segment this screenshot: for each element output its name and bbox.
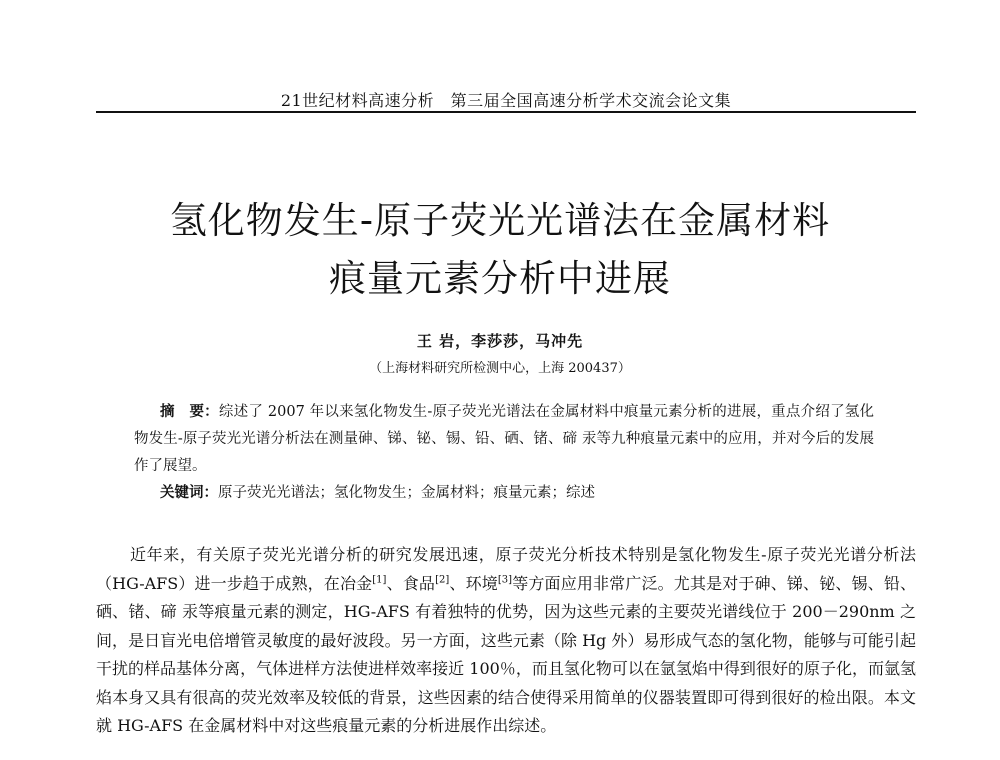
header-rule (96, 111, 916, 113)
keywords (160, 479, 874, 507)
running-header: 21世纪材料高速分析 第三届全国高速分析学术交流会论文集 (280, 91, 732, 110)
citation-1: [1] (372, 574, 387, 586)
affiliation: （上海材料研究所检测中心，上海 200437） (369, 361, 631, 376)
title-line-2: 痕量元素分析中进展 (329, 257, 671, 300)
abstract-label: 摘 要： (160, 403, 219, 420)
abstract (134, 398, 874, 480)
body-segment-2: 、食品 (386, 573, 436, 593)
keywords-text: 原子荧光光谱法；氢化物发生；金属材料；痕量元素；综述 (218, 485, 595, 501)
body-segment-3: 、环境 (449, 573, 498, 593)
keywords-label: 关键词： (160, 484, 218, 501)
title-line-1: 氢化物发生-原子荧光光谱法在金属材料 (169, 199, 831, 242)
authors: 王 岩，李莎莎，马冲先 (416, 332, 584, 350)
citation-2: [2] (435, 574, 450, 586)
body-segment-1: 近年来，有关原子荧光光谱分析的研究发展迅速，原子荧光分析技术特别是氢化物发生-原子荧光光谱分析法（HG-AFS）进一步趋于成熟，在冶金 (96, 545, 916, 593)
abstract-text: 综述了 2007 年以来氢化物发生-原子荧光光谱法在金属材料中痕量元素分析的进展，重点介绍了氢化物发生-原子荧光光谱分析法在测量砷、锑、铋、锡、铅、硒、锗、碲 汞等九种痕量元素中的应用，并对今后的发展作了展望。 (134, 404, 875, 474)
body-paragraph (96, 541, 916, 741)
body-segment-4: 等方面应用非常广泛。尤其是对于砷、锑、铋、锡、铅、硒、锗、碲 汞等痕量元素的测定，HG-AFS 有着独特的优势，因为这些元素的主要荧光谱线位于 200－290nm 之间，是日盲光电倍增管灵敏度的最好波段。另一方面，这些元素（除 Hg 外）易形成气态的氢化物，能够与可能引起干扰的样品基体分离，气体进样方法使进样效率接近 100％，而且氢化物可以在氩氢焰中得到很好的原子化，而氩氢焰本身又具有很高的荧光效率及较低的背景，这些因素的结合使得采用简单的仪器装置即可得到很好的检出限。本文就 HG-AFS 在金属材料中对这些痕量元素的分析进展作出综述。 (96, 573, 916, 735)
citation-3: [3] (497, 574, 513, 586)
